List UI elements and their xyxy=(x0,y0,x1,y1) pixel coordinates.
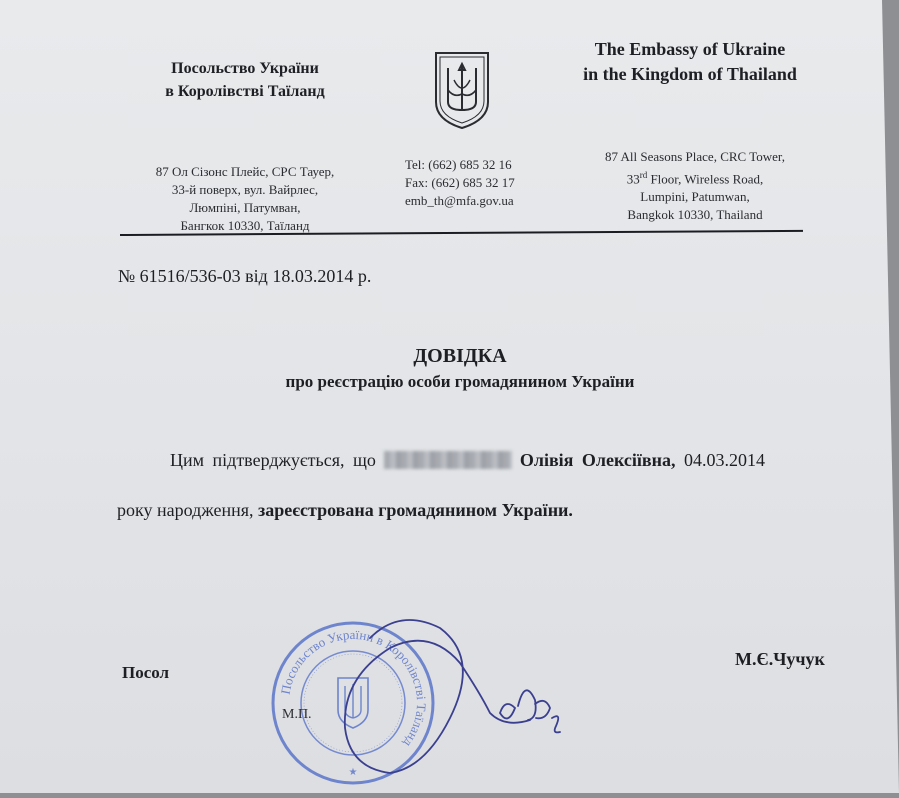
signer-name: М.Є.Чучук xyxy=(735,649,825,669)
header-en-line1: The Embassy of Ukraine xyxy=(594,39,786,59)
redacted-surname xyxy=(384,451,512,469)
address-en-floor-number: 33 xyxy=(626,171,640,187)
body-line2-prefix: року народження, xyxy=(117,500,254,520)
address-en-floor-suffix: rd xyxy=(639,170,648,180)
svg-text:★: ★ xyxy=(348,767,358,778)
body-prefix: Цим підтверджується, що xyxy=(170,450,376,470)
address-en-line2 xyxy=(565,166,825,188)
handwritten-signature xyxy=(330,608,600,793)
contact-fax: Fax: (662) 685 32 17 xyxy=(405,175,515,190)
header-uk-line1: Посольство України xyxy=(171,60,319,77)
address-uk-line2: 33-й поверх, вул. Вайрлес, xyxy=(171,182,319,197)
header-en-line2: in the Kingdom of Thailand xyxy=(583,64,797,84)
header-uk-line2: в Королівстві Таїланд xyxy=(165,83,325,100)
address-en-line3: Lumpini, Patumwan, xyxy=(640,189,750,205)
address-uk-line1: 87 Ол Сізонс Плейс, СРС Тауер, xyxy=(155,164,335,179)
person-name: Олівія Олексіївна, xyxy=(519,450,676,470)
registration-statement: зареєстрована громадянином України. xyxy=(258,500,573,520)
address-en-line4: Bangkok 10330, Thailand xyxy=(627,207,763,223)
trident-coat-of-arms-icon xyxy=(432,50,492,130)
embassy-name-ukrainian xyxy=(120,57,370,103)
stamp-text: Посольство України в Королівстві Таїланд xyxy=(277,626,430,751)
reference-number: № 61516/536-03 від 18.03.2014 р. xyxy=(118,266,372,286)
embassy-name-english xyxy=(545,37,835,87)
address-uk-line3: Люмпіні, Патумван, xyxy=(189,200,301,215)
document-title: ДОВІДКА xyxy=(413,345,507,367)
contact-tel: Tel: (662) 685 32 16 xyxy=(405,157,512,172)
contact-info xyxy=(405,156,585,210)
address-en-line2-rest: Floor, Wireless Road, xyxy=(647,171,764,187)
body-line-1 xyxy=(170,450,765,471)
birth-date: 04.03.2014 xyxy=(684,450,766,470)
body-line-2 xyxy=(117,500,573,521)
contact-email: emb_th@mfa.gov.ua xyxy=(405,193,514,208)
document-subtitle: про реєстрацію особи громадянином України xyxy=(285,372,635,391)
seal-place-label: М.П. xyxy=(282,707,312,722)
signer-position: Посол xyxy=(122,663,170,682)
address-english xyxy=(565,148,825,224)
address-uk-line4: Бангкок 10330, Таїланд xyxy=(180,218,310,233)
address-ukrainian xyxy=(120,163,370,235)
address-en-line1: 87 All Seasons Place, CRC Tower, xyxy=(605,149,785,164)
